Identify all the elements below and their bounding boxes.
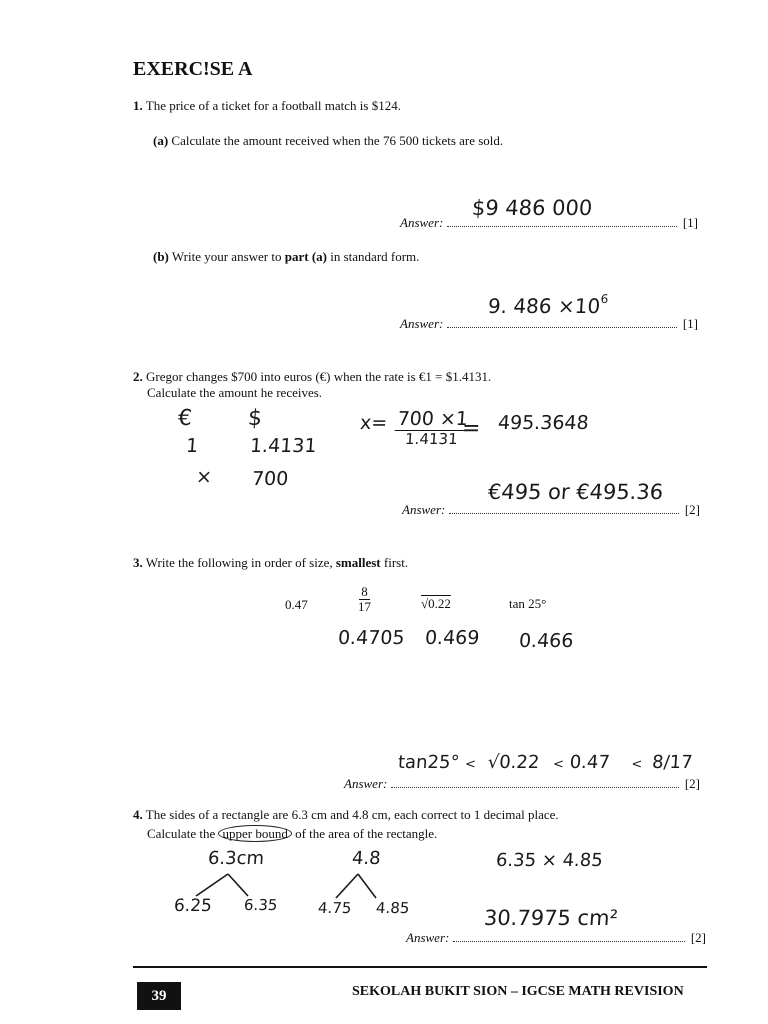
footer-title: SEKOLAH BUKIT SION – IGCSE MATH REVISION <box>352 984 684 999</box>
question-text: first. <box>383 555 409 570</box>
part-text-bold: part (a) <box>284 249 327 264</box>
question-text: Calculate the <box>147 826 216 841</box>
work-left-top: 6.3cm <box>207 848 265 869</box>
item-fraction <box>358 584 371 615</box>
item-tan: tan 25° <box>509 596 547 611</box>
question-text-bold: smallest <box>335 555 381 570</box>
item-sqrt: √0.22 <box>421 596 451 611</box>
part-label: (b) <box>153 249 169 264</box>
handwritten-answer-1a: $9 486 000 <box>471 196 594 220</box>
question-text: The sides of a rectangle are 6.3 cm and 4.8 cm, each correct to 1 decimal place. <box>145 807 559 822</box>
answer-label: Answer: <box>406 930 450 945</box>
answer-label: Answer: <box>402 502 446 517</box>
tree-branch <box>196 874 228 896</box>
answer-base: 9. 486 ×10 <box>487 294 602 318</box>
question-1a <box>153 133 503 149</box>
question-2 <box>133 369 491 385</box>
work-right-low: 4.75 <box>317 899 353 917</box>
work-dollar-symbol: $ <box>247 406 263 431</box>
work-right-top: 4.8 <box>351 848 382 869</box>
tree-branch <box>228 874 248 896</box>
handwritten-answer-2: €495 or €495.36 <box>487 480 664 504</box>
work-euro-symbol: € <box>177 406 193 431</box>
work-result: 495.3648 <box>497 412 590 434</box>
answer-line-2 <box>402 502 700 518</box>
question-number: 1. <box>133 98 143 113</box>
fraction-denominator: 17 <box>358 599 371 615</box>
question-number: 3. <box>133 555 143 570</box>
answer-label: Answer: <box>400 316 444 331</box>
work-rate: 1.4131 <box>249 435 318 457</box>
question-1b <box>153 249 419 265</box>
handwritten-answer-3 <box>397 752 693 773</box>
work-one: 1 <box>185 435 199 457</box>
work-x: × <box>195 466 213 488</box>
answer-item: 8/17 <box>651 752 694 773</box>
tree-branch <box>358 874 376 898</box>
answer-item: tan25° <box>397 752 461 773</box>
work-equals: = <box>461 416 482 441</box>
tree-branch <box>336 874 358 898</box>
question-1 <box>133 98 401 114</box>
fraction-numerator: 8 <box>361 584 368 599</box>
marks: [1] <box>682 316 698 331</box>
question-text: Write the following in order of size, <box>145 555 333 570</box>
work-left-low: 6.25 <box>173 896 213 916</box>
handwritten-answer-1b <box>487 294 609 318</box>
marks: [2] <box>684 502 700 517</box>
item-decimal: 0.47 <box>285 597 308 612</box>
answer-sign: < <box>552 757 565 772</box>
marks: [2] <box>684 776 700 791</box>
work-value-fraction: 0.4705 <box>337 627 406 649</box>
question-2-line2: Calculate the amount he receives. <box>147 385 323 400</box>
question-4 <box>133 807 559 823</box>
marks: [2] <box>690 930 706 945</box>
circled-upper-bound: upper bound <box>218 825 291 842</box>
part-text: Calculate the amount received when the 76 500 tickets are sold. <box>171 133 504 148</box>
work-fraction <box>394 408 471 447</box>
answer-sign: < <box>464 757 477 772</box>
answer-line-4 <box>406 930 706 946</box>
marks: [1] <box>682 215 698 230</box>
work-right-high: 4.85 <box>375 899 411 917</box>
answer-dots <box>449 503 678 514</box>
part-text: Write your answer to <box>171 249 282 264</box>
question-3 <box>133 555 408 571</box>
footer-rule <box>133 966 707 968</box>
answer-dots <box>453 931 684 942</box>
exercise-title: EXERC!SE A <box>133 58 253 80</box>
question-text: The price of a ticket for a football match is $124. <box>145 98 401 113</box>
question-text: Gregor changes $700 into euros (€) when the rate is €1 = $1.4131. <box>146 369 492 384</box>
part-text: in standard form. <box>330 249 420 264</box>
work-product: 6.35 × 4.85 <box>495 850 604 871</box>
answer-item: 0.47 <box>568 752 611 773</box>
answer-line-1b <box>400 316 698 332</box>
question-number: 2. <box>133 369 143 384</box>
work-value-sqrt: 0.469 <box>424 627 481 649</box>
answer-label: Answer: <box>344 776 388 791</box>
answer-item: √0.22 <box>487 752 541 773</box>
work-x-equals: x= <box>359 412 388 434</box>
answer-label: Answer: <box>400 215 444 230</box>
handwritten-answer-4: 30.7975 cm² <box>483 906 619 930</box>
part-label: (a) <box>153 133 169 148</box>
work-left-high: 6.35 <box>243 896 279 914</box>
answer-line-3 <box>344 776 700 792</box>
answer-dots <box>391 777 678 788</box>
work-value-tan: 0.466 <box>518 630 575 652</box>
work-700: 700 <box>251 468 290 490</box>
answer-dots <box>447 317 676 328</box>
question-4-line2 <box>147 826 437 842</box>
question-text: of the area of the rectangle. <box>295 826 438 841</box>
page-number: 39 <box>137 982 181 1010</box>
answer-exponent: 6 <box>600 292 609 306</box>
work-denominator: 1.4131 <box>404 429 459 448</box>
answer-sign: < <box>630 757 643 772</box>
question-number: 4. <box>133 807 143 822</box>
work-numerator: 700 ×1 <box>395 409 471 431</box>
